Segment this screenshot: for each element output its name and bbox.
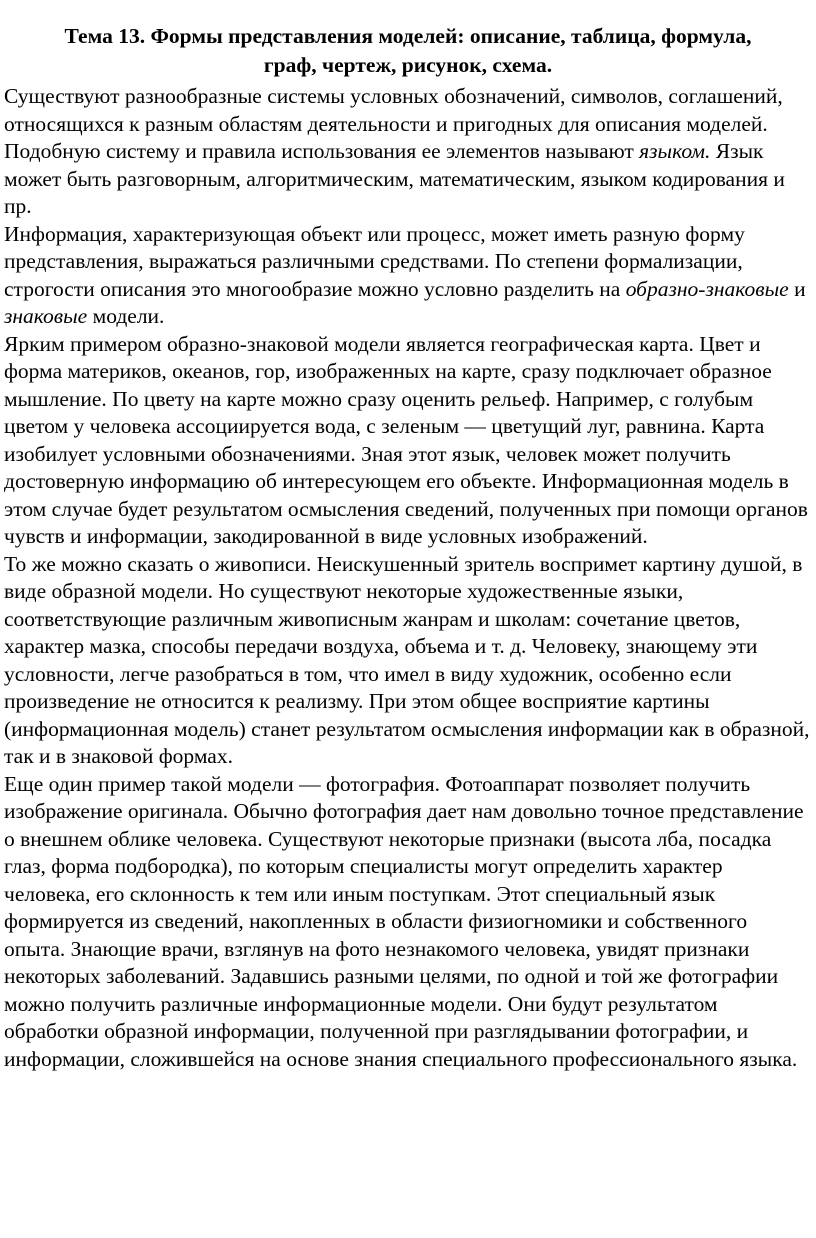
paragraph-text: Существуют разнообразные системы условных обозначений, символов, соглашений, относящихся к разным областям деятельности и пригодных для описания моделей. Подобную систему и правила использования ее элементов называют bbox=[4, 84, 783, 163]
italic-term-sign: знаковые bbox=[4, 304, 88, 328]
paragraph-language-definition bbox=[4, 83, 812, 221]
paragraph-text: и bbox=[788, 276, 806, 301]
paragraph-photo-example: Еще один пример такой модели — фотография. Фотоаппарат позволяет получить изображение оригинала. Обычно фотография дает нам довольно точное представление о внешнем облике человека. Существуют некоторые признаки (высота лба, посадка глаз, форма подбородка), по которым специалисты могут определить характер человека, его склонность к тем или иным поступкам. Этот специальный язык формируется из сведений, накопленных в области физиогномики и собственного опыта. Знающие врачи, взглянув на фото незнакомого человека, увидят признаки некоторых заболеваний. Задавшись разными целями, по одной и той же фотографии можно получить различные информационные модели. Они будут результатом обработки образной информации, полученной при разглядывании фотографии, и информации, сложившейся на основе знания специального профессионального языка. bbox=[4, 771, 804, 1071]
paragraph-map-example: Ярким примером образно-знаковой модели является географическая карта. Цвет и форма материков, океанов, гор, изображенных на карте, сразу подключает образное мышление. По цвету на карте можно сразу оценить рельеф. Например, с голубым цветом у человека ассоциируется вода, с зеленым — цветущий луг, равнина. Карта изобилует условными обозначениями. Зная этот язык, человек может получить достоверную информацию об интересующем его объекте. Информационная модель в этом случае будет результатом осмысления сведений, полученных при помощи органов чувств и информации, закодированной в виде условных изображений. bbox=[4, 331, 808, 548]
paragraph-model-types bbox=[4, 221, 812, 331]
page-title bbox=[4, 22, 812, 80]
paragraph-text: модели. bbox=[87, 304, 165, 328]
page-title-line-2: граф, чертеж, рисунок, схема. bbox=[263, 53, 553, 77]
italic-term-language: языком. bbox=[639, 139, 711, 163]
italic-term-figurative-sign: образно-знаковые bbox=[625, 276, 789, 301]
page-title-line-1: Тема 13. Формы представления моделей: описание, таблица, формула, bbox=[64, 24, 752, 48]
paragraph-painting-example: То же можно сказать о живописи. Неискушенный зритель воспримет картину душой, в виде образной модели. Но существуют некоторые художественные языки, соответствующие различным живописным жанрам и школам: сочетание цветов, характер мазка, способы передачи воздуха, объема и т. д. Человеку, знающему эти условности, легче разобраться в том, что имел в виду художник, особенно если произведение не относится к реализму. При этом общее восприятие картины (информационная модель) станет результатом осмысления информации как в образной, так и в знаковой формах. bbox=[4, 551, 810, 768]
paragraph-text: Информация, характеризующая объект или процесс, может иметь разную форму представления, выражаться различными средствами. По степени формализации, строгости описания это многообразие можно условно разделить на bbox=[4, 221, 745, 301]
paragraph-text: Язык может быть разговорным, алгоритмическим, математическим, языком кодирования и пр. bbox=[4, 139, 785, 218]
